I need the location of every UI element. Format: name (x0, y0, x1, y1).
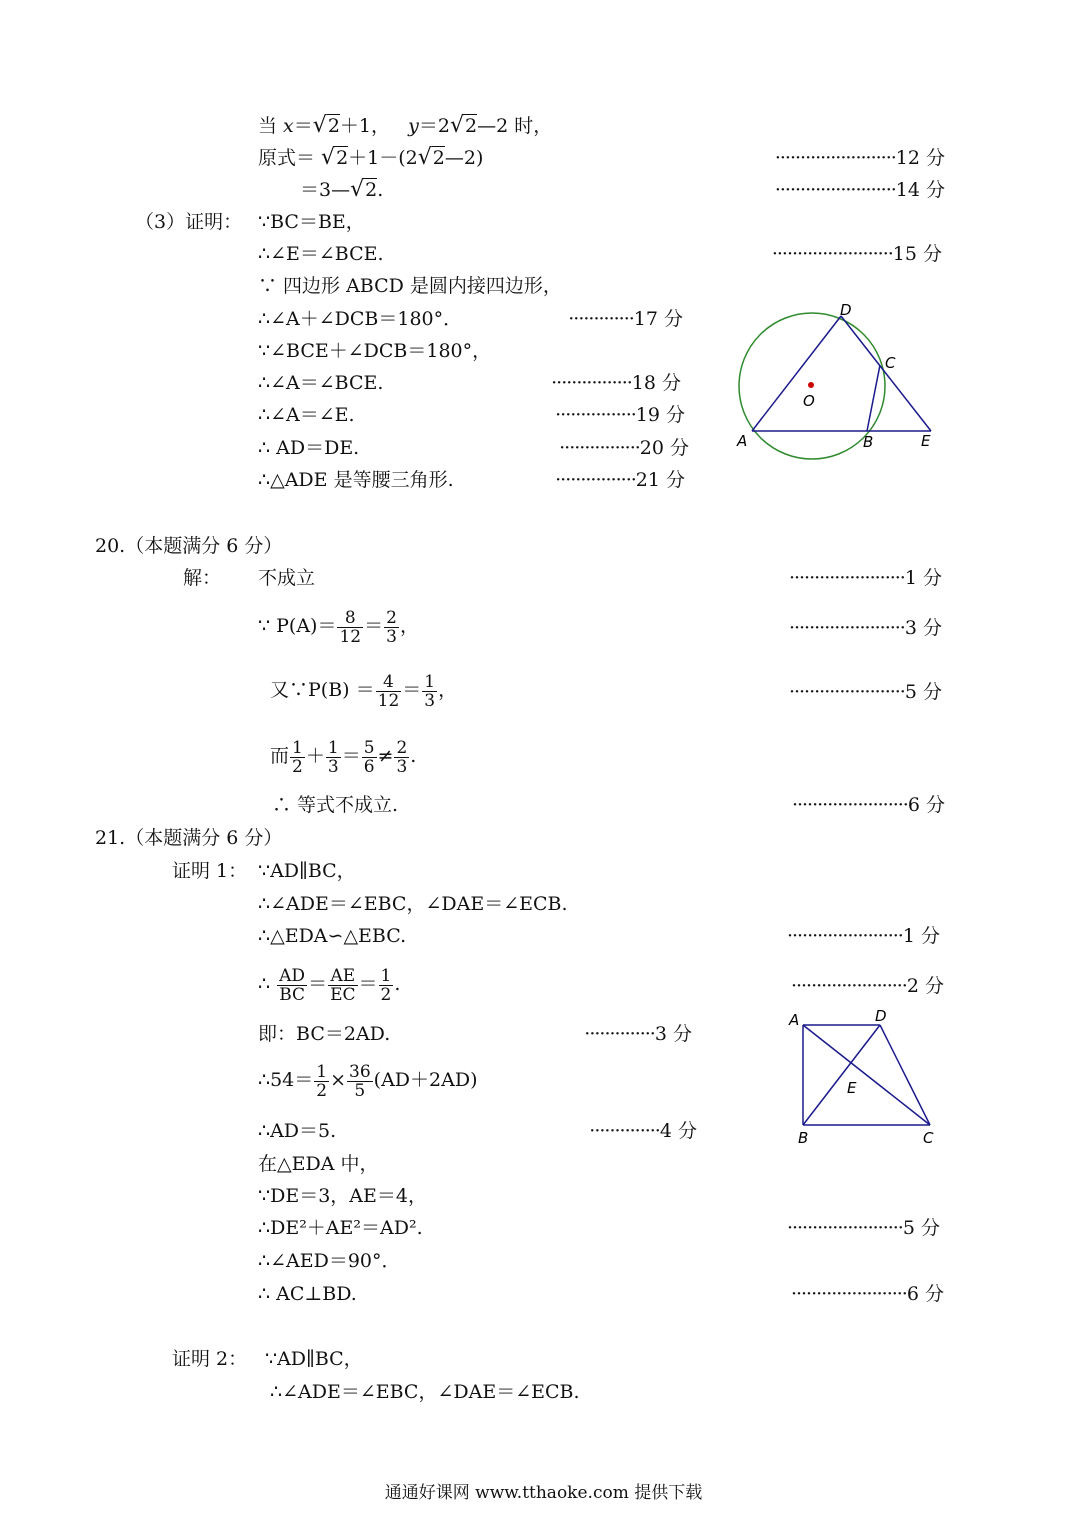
q21-score-4: ··············4 分 (589, 1120, 697, 1142)
q21-line4: ∴ $\frac{AD}{BC}$ ＝ $\frac{AE}{EC}$ ＝ $\frac{1}{2}$ . (258, 965, 401, 1005)
q21-score-3: ··············3 分 (584, 1023, 692, 1045)
proof3-label: （3）证明： (135, 211, 243, 233)
proof3-line8: ∴ AD＝DE. (258, 437, 360, 459)
proof3-line4: ∴∠A＋∠DCB＝180°． (258, 308, 463, 330)
q21-score-5: ·······················5 分 (786, 1217, 940, 1239)
segment-AD (752, 316, 841, 431)
proof3-line7: ∴∠A＝∠E. (258, 404, 355, 426)
q21-line14: ∴∠ADE＝∠EBC，∠DAE＝∠ECB. (270, 1381, 580, 1403)
q20-line4: 而 $\frac{1}{2}$ ＋ $\frac{1}{3}$ ＝ $\frac{5}{6}$ ≠ $\frac{2}{3}$ . (270, 737, 417, 777)
q20-line2: ∵ P(A)＝ $\frac{8}{12}$ ＝ $\frac{2}{3}$ ， (258, 607, 419, 647)
q20-line1: 不成立 (258, 567, 316, 589)
q20-line5: ∴ 等式不成立. (272, 794, 399, 816)
score-17: ·············17 分 (568, 308, 683, 330)
q20-heading: 20.（本题满分 6 分） (95, 535, 283, 557)
label-B: B (863, 433, 874, 451)
q21-line1: ∵AD∥BC， (258, 860, 356, 882)
original-expression-line: 原式＝ √2＋1－(2√2—2) (258, 145, 484, 170)
label-E: E (847, 1079, 857, 1097)
score-15: ························15 分 (771, 243, 942, 265)
q21-line11: ∴∠AED＝90°． (258, 1250, 401, 1272)
diagonal-AC (803, 1025, 930, 1125)
label-C: C (923, 1129, 934, 1147)
label-C: C (885, 354, 896, 372)
center-point (808, 382, 814, 388)
q21-line7: ∴AD＝5. (258, 1120, 337, 1142)
q20-line3: 又∵P(B) ＝ $\frac{4}{12}$ ＝ $\frac{1}{3}$ ， (270, 671, 458, 711)
q21-line5: 即：BC＝2AD. (258, 1023, 391, 1045)
q21-score-6: ·······················6 分 (790, 1283, 944, 1305)
footer-source: 通通好课网 www.tthaoke.com 提供下载 (384, 1483, 703, 1503)
q20-score-1: ·······················1 分 (788, 567, 942, 589)
score-19: ················19 分 (555, 404, 685, 426)
q21-line13: ∵AD∥BC， (265, 1348, 363, 1370)
score-18: ················18 分 (551, 372, 681, 394)
score-12: ························12 分 (774, 147, 945, 169)
label-E: E (921, 432, 931, 450)
segment-DE (841, 316, 931, 431)
substitute-line: 当 x＝√2＋1， y＝2√2—2 时， (258, 113, 553, 138)
q21-heading: 21.（本题满分 6 分） (95, 827, 283, 849)
q21-line2: ∴∠ADE＝∠EBC，∠DAE＝∠ECB. (258, 893, 568, 915)
segment-BC (867, 365, 880, 431)
q21-line8: 在△EDA 中， (258, 1153, 379, 1175)
label-B: B (798, 1129, 809, 1147)
proof3-line9: ∴△ADE 是等腰三角形. (258, 469, 454, 491)
q20-score-6: ·······················6 分 (791, 794, 945, 816)
q21-line12: ∴ AC⊥BD. (258, 1283, 357, 1305)
proof3-line3: ∵ 四边形 ABCD 是圆内接四边形， (258, 275, 562, 297)
figure-cyclic-quadrilateral (725, 298, 945, 468)
q20-score-3: ·······················3 分 (788, 617, 942, 639)
q21-score-1: ·······················1 分 (786, 925, 940, 947)
score-14: ························14 分 (774, 179, 945, 201)
score-20: ················20 分 (559, 437, 689, 459)
q20-solution-label: 解： (183, 567, 222, 589)
figure-trapezoid (785, 1005, 945, 1150)
q21-line3: ∴△EDA∽△EBC. (258, 925, 407, 947)
label-A: A (737, 432, 748, 450)
proof3-line6: ∴∠A＝∠BCE. (258, 372, 384, 394)
score-21: ················21 分 (555, 469, 685, 491)
q20-score-5: ·······················5 分 (788, 681, 942, 703)
label-O: O (803, 392, 815, 410)
proof3-line1: ∵BC＝BE， (258, 211, 365, 233)
diagonal-BD (803, 1025, 880, 1125)
q21-proof2-label: 证明 2： (172, 1348, 248, 1370)
proof3-line2: ∴∠E＝∠BCE. (258, 243, 384, 265)
label-A: A (789, 1011, 800, 1029)
result-line: ＝3—√2. (300, 177, 384, 202)
label-D: D (875, 1007, 887, 1025)
q21-proof1-label: 证明 1： (172, 860, 248, 882)
segment-DC (880, 1025, 930, 1125)
q21-line9: ∵DE＝3，AE＝4， (258, 1185, 427, 1207)
q21-score-2: ·······················2 分 (790, 975, 944, 997)
proof3-line5: ∵∠BCE＋∠DCB＝180°， (258, 340, 492, 362)
label-D: D (840, 301, 852, 319)
q21-line10: ∴DE²＋AE²＝AD². (258, 1217, 423, 1239)
q21-line6: ∴54＝ $\frac{1}{2}$ × $\frac{36}{5}$ (AD＋2AD) (258, 1061, 478, 1101)
